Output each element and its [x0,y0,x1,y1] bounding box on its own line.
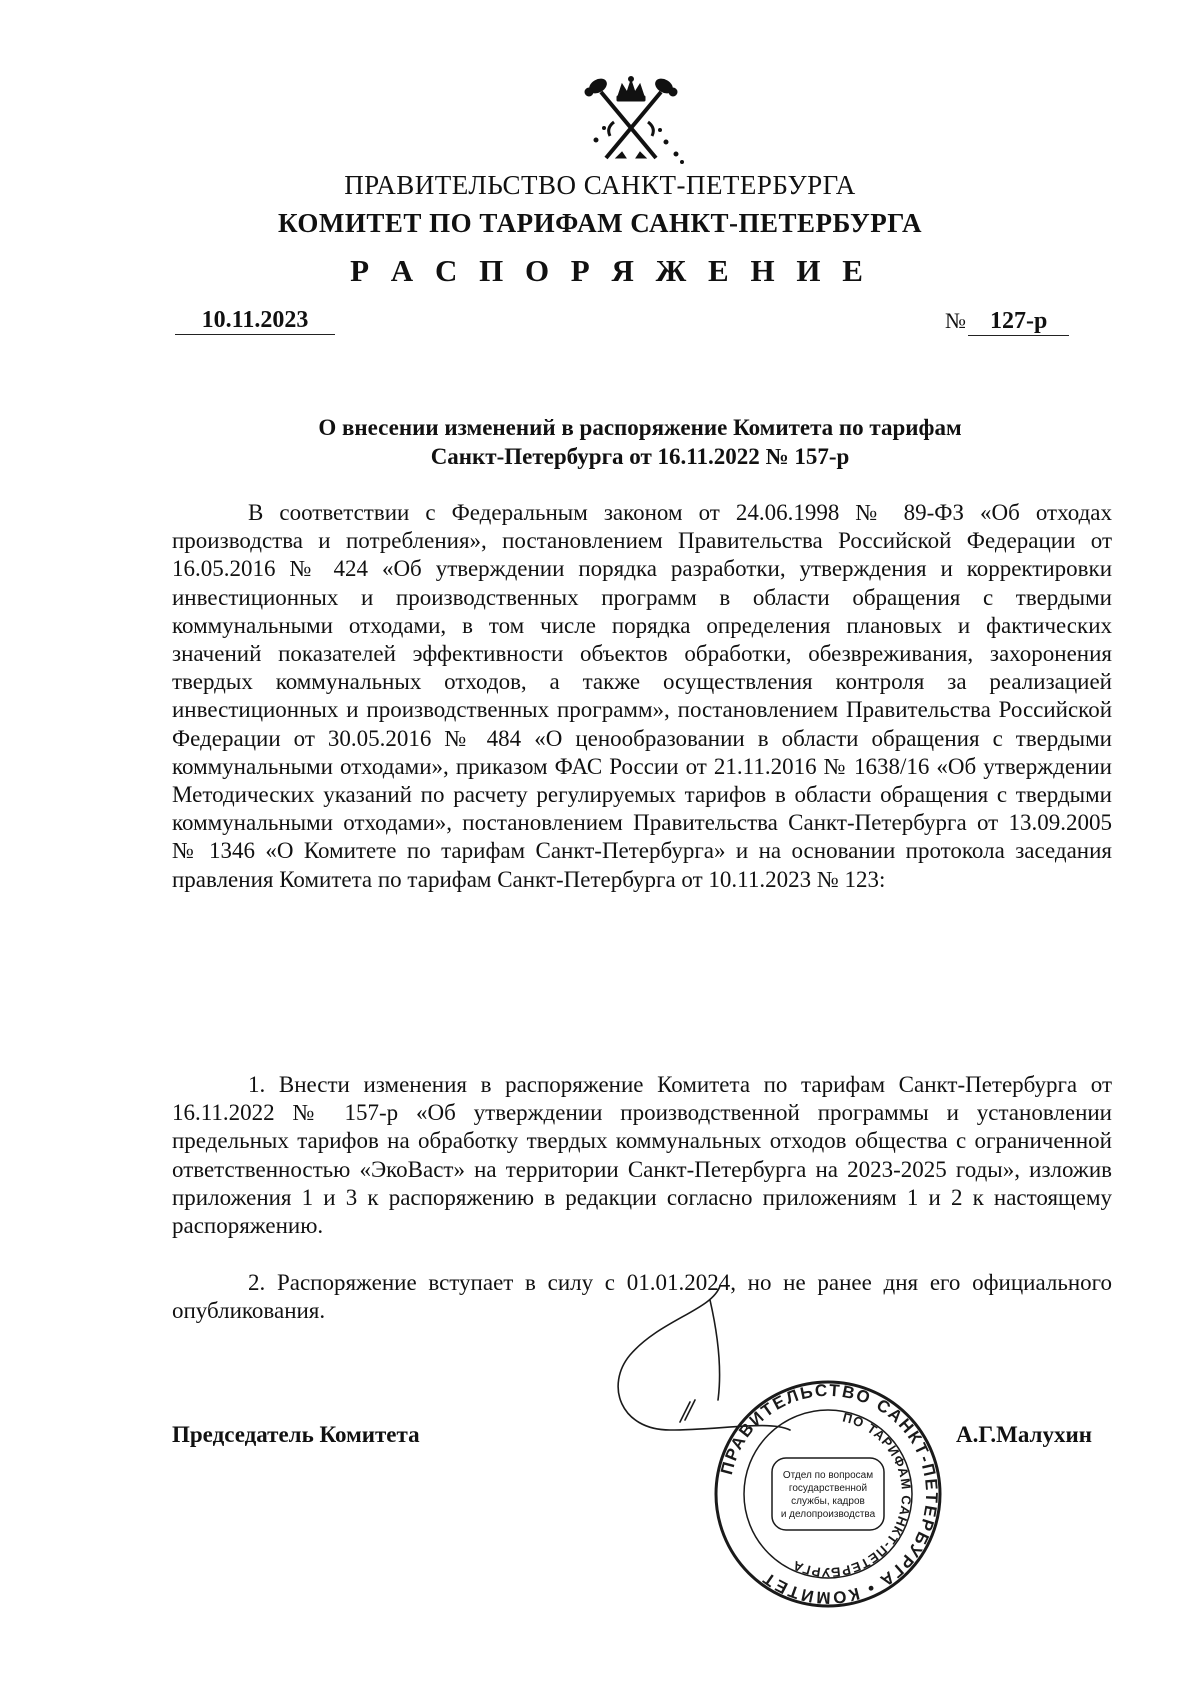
seal-outer-text: ПРАВИТЕЛЬСТВО САНКТ-ПЕТЕРБУРГА • КОМИТЕТ [716,1380,942,1608]
clause-2-paragraph: 2. Распоряжение вступает в силу с 01.01.2024, но не ранее дня его официального опубликования. [172,1270,1112,1324]
seal-center-line-2: государственной [788,1483,868,1494]
signatory-position: Председатель Комитета [172,1422,420,1447]
seal-center-line-1: Отдел по вопросам [782,1470,874,1481]
document-subject [170,413,1110,471]
seal-center-line-3: службы, кадров [791,1496,865,1507]
number-prefix: № [945,308,966,333]
document-date-value: 10.11.2023 [201,307,309,333]
subject-line-1: О внесении изменений в распоряжение Комитета по тарифам [318,415,962,440]
committee-title: КОМИТЕТ ПО ТАРИФАМ САНКТ-ПЕТЕРБУРГА [278,208,922,238]
government-title: ПРАВИТЕЛЬСТВО САНКТ-ПЕТЕРБУРГА [344,170,856,200]
official-seal [712,1378,944,1610]
svg-text:ПО ТАРИФАМ САНКТ-ПЕТЕРБУРГА [790,1410,914,1581]
document-number [945,308,1069,336]
subject-line-2: Санкт-Петербурга от 16.11.2022 № 157-р [430,444,850,469]
coat-of-arms-icon [556,70,706,170]
preamble-paragraph: В соответствии с Федеральным законом от 24.06.1998 № 89-ФЗ «Об отходах производства и потребления», постановлением Правительства Российской Федерации от 16.05.2016 № 424 «Об утверждении порядка разработки, утверждения и корректировки инвестиционных и производственных программ в области обращения с твердыми коммунальными отходами, в том числе порядка определения плановых и фактических значений показателей эффективности объектов обработки, обезвреживания, захоронения твердых коммунальных отходов, а также осуществления контроля за реализацией инвестиционных и производственных программ», постановлением Правительства Российской Федерации от 30.05.2016 № 484 «О ценообразовании в области обращения с твердыми коммунальными отходами», приказом ФАС России от 21.11.2016 № 1638/16 «Об утверждении Методических указаний по расчету регулируемых тарифов в области обращения с твердыми коммунальными отходами», постановлением Правительства Санкт-Петербурга от 13.09.2005 № 1346 «О Комитете по тарифам Санкт-Петербурга» и на основании протокола заседания правления Комитета по тарифам Санкт-Петербурга от 10.11.2023 № 123: [172,500,1112,892]
seal-center-line-4: и делопроизводства [780,1509,876,1520]
signatory-name: А.Г.Малухин [956,1422,1092,1447]
document-type-title: Р А С П О Р Я Ж Е Н И Е [350,253,870,288]
document-number-value: 127-р [968,308,1069,336]
clause-1-paragraph: 1. Внести изменения в распоряжение Комитета по тарифам Санкт-Петербурга от 16.11.2022 № 157-р «Об утверждении производственной программы и установлении предельных тарифов на обработку твердых коммунальных отходов общества с ограниченной ответственностью «ЭкоВаст» на территории Санкт-Петербурга на 2023-2025 годы», изложив приложения 1 и 3 к распоряжению в редакции согласно приложениям 1 и 2 к настоящему распоряжению. [172,1072,1112,1239]
document-date [175,307,335,335]
seal-inner-text: ПО ТАРИФАМ САНКТ-ПЕТЕРБУРГА [789,1409,915,1581]
